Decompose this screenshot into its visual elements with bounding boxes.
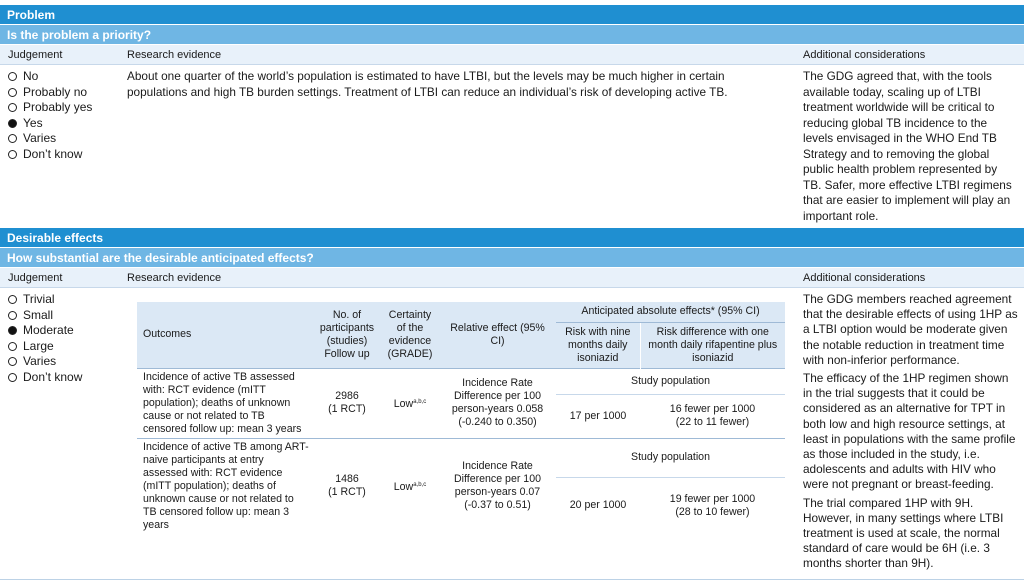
additional-paragraph: The trial compared 1HP with 9H. However, in many settings where LTBI treatment is used at scale, the normal standard of care would be 6H (i.e. 3 months shorter than 9H). (803, 495, 1004, 571)
additional-considerations-header: Additional considerations (803, 49, 926, 61)
relative-effect-header: Relative effect (95% CI) (439, 302, 556, 368)
radio-icon[interactable] (8, 134, 17, 143)
section-title-problem: Problem (0, 5, 1024, 24)
outcome-cell: Incidence of active TB among ART-naive participants at entry assessed with: RCT evidence (mITT population); deaths of unknown cause or not related to TB censored follow up: mean 3 years (137, 438, 313, 534)
additional-paragraph: The GDG members reached agreement that the desirable effects of using 1HP as a LTBI option would be moderate given the notable reduction in treatment time with non-inferior performance. (803, 292, 1018, 367)
relative-effect-cell: Incidence Rate Difference per 100 person-years 0.07 (-0.37 to 0.51) (439, 438, 556, 534)
judgement-option[interactable]: Varies (8, 354, 82, 370)
judgement-option[interactable]: Probably yes (8, 100, 92, 116)
risk-difference-header: Risk difference with one month daily rifapentine plus isoniazid (640, 322, 785, 368)
study-population-label: Study population (556, 368, 785, 394)
table-row (137, 438, 785, 478)
column-header-row (0, 268, 1024, 288)
study-population-label: Study population (556, 438, 785, 478)
relative-effect-cell: Incidence Rate Difference per 100 person-years 0.058 (-0.240 to 0.350) (439, 368, 556, 438)
certainty-cell: Low$^{a,b,c}$ (381, 368, 439, 438)
judgement-option[interactable]: Small (8, 308, 82, 324)
participants-header: No. of participants (studies) Follow up (313, 302, 381, 368)
judgement-header: Judgement (8, 272, 63, 284)
judgement-option[interactable]: Moderate (8, 323, 82, 339)
participants-cell: 2986 (1 RCT) (313, 368, 381, 438)
judgement-option[interactable]: No (8, 69, 92, 85)
radio-icon[interactable] (8, 150, 17, 159)
bottom-divider (0, 579, 1024, 580)
judgement-option[interactable]: Don’t know (8, 147, 92, 163)
radio-icon[interactable] (8, 88, 17, 97)
absolute-effects-header: Anticipated absolute effects* (95% CI) (556, 302, 785, 322)
section-question-problem: Is the problem a priority? (0, 25, 1024, 44)
judgement-option[interactable]: Trivial (8, 292, 82, 308)
risk-difference-cell: 16 fewer per 1000 (22 to 11 fewer) (669, 403, 756, 428)
judgement-header: Judgement (8, 49, 63, 61)
section-question-desirable-effects: How substantial are the desirable anticipated effects? (0, 248, 1024, 267)
radio-icon[interactable] (8, 342, 17, 351)
judgement-option[interactable]: Don’t know (8, 370, 82, 386)
judgement-options (8, 69, 92, 162)
radio-icon[interactable] (8, 72, 17, 81)
judgement-option[interactable]: Large (8, 339, 82, 355)
additional-considerations-header: Additional considerations (803, 272, 926, 284)
section-title-desirable-effects: Desirable effects (0, 228, 1024, 247)
judgement-option[interactable]: Probably no (8, 85, 92, 101)
outcomes-header: Outcomes (137, 302, 313, 368)
risk-cell: 17 per 1000 (569, 409, 627, 422)
certainty-cell: Low$^{a,b,c}$ (381, 438, 439, 534)
radio-icon[interactable] (8, 357, 17, 366)
certainty-header: Certainty of the evidence (GRADE) (381, 302, 439, 368)
radio-icon[interactable] (8, 295, 17, 304)
table-row (137, 368, 785, 394)
column-header-row (0, 45, 1024, 65)
radio-selected-icon[interactable] (8, 119, 17, 128)
radio-icon[interactable] (8, 311, 17, 320)
judgement-option[interactable]: Yes (8, 116, 92, 132)
risk-header: Risk with nine months daily isoniazid (556, 322, 640, 368)
radio-icon[interactable] (8, 373, 17, 382)
judgement-options (8, 292, 82, 385)
risk-difference-cell: 19 fewer per 1000 (28 to 10 fewer) (669, 492, 756, 518)
radio-icon[interactable] (8, 103, 17, 112)
evidence-summary-table (137, 302, 785, 534)
research-evidence-text: About one quarter of the world’s population is estimated to have LTBI, but the levels may be much higher in certain populations and high TB burden settings. Treatment of LTBI can reduce an individual’s risk of developing active TB. (127, 69, 728, 99)
radio-selected-icon[interactable] (8, 326, 17, 335)
additional-paragraph: The efficacy of the 1HP regimen shown in the trial suggests that it could be considered as an alternative for TPT in both low and high resource settings, at least in populations with the same profile as those included in the study, i.e. adolescents and adults with HIV who were not pregnant or breast-feeding. (803, 371, 1016, 492)
research-evidence-header: Research evidence (127, 272, 222, 284)
judgement-option[interactable]: Varies (8, 131, 92, 147)
outcome-cell: Incidence of active TB assessed with: RCT evidence (mITT population); deaths of unknown cause or not related to TB censored follow up: mean 3 years (137, 368, 313, 438)
participants-cell: 1486 (1 RCT) (313, 438, 381, 534)
additional-considerations (803, 292, 1018, 572)
additional-considerations-text: The GDG agreed that, with the tools available today, scaling up of LTBI treatment worldwide will be critical to reducing global TB incidence to the levels envisaged in the WHO End TB Strategy and to removing the global public health problem represented by TB. Safer, more effective LTBI regimens that are easier to implement will play an important role. (803, 69, 1012, 223)
risk-cell: 20 per 1000 (569, 499, 627, 512)
research-evidence-header: Research evidence (127, 49, 222, 61)
